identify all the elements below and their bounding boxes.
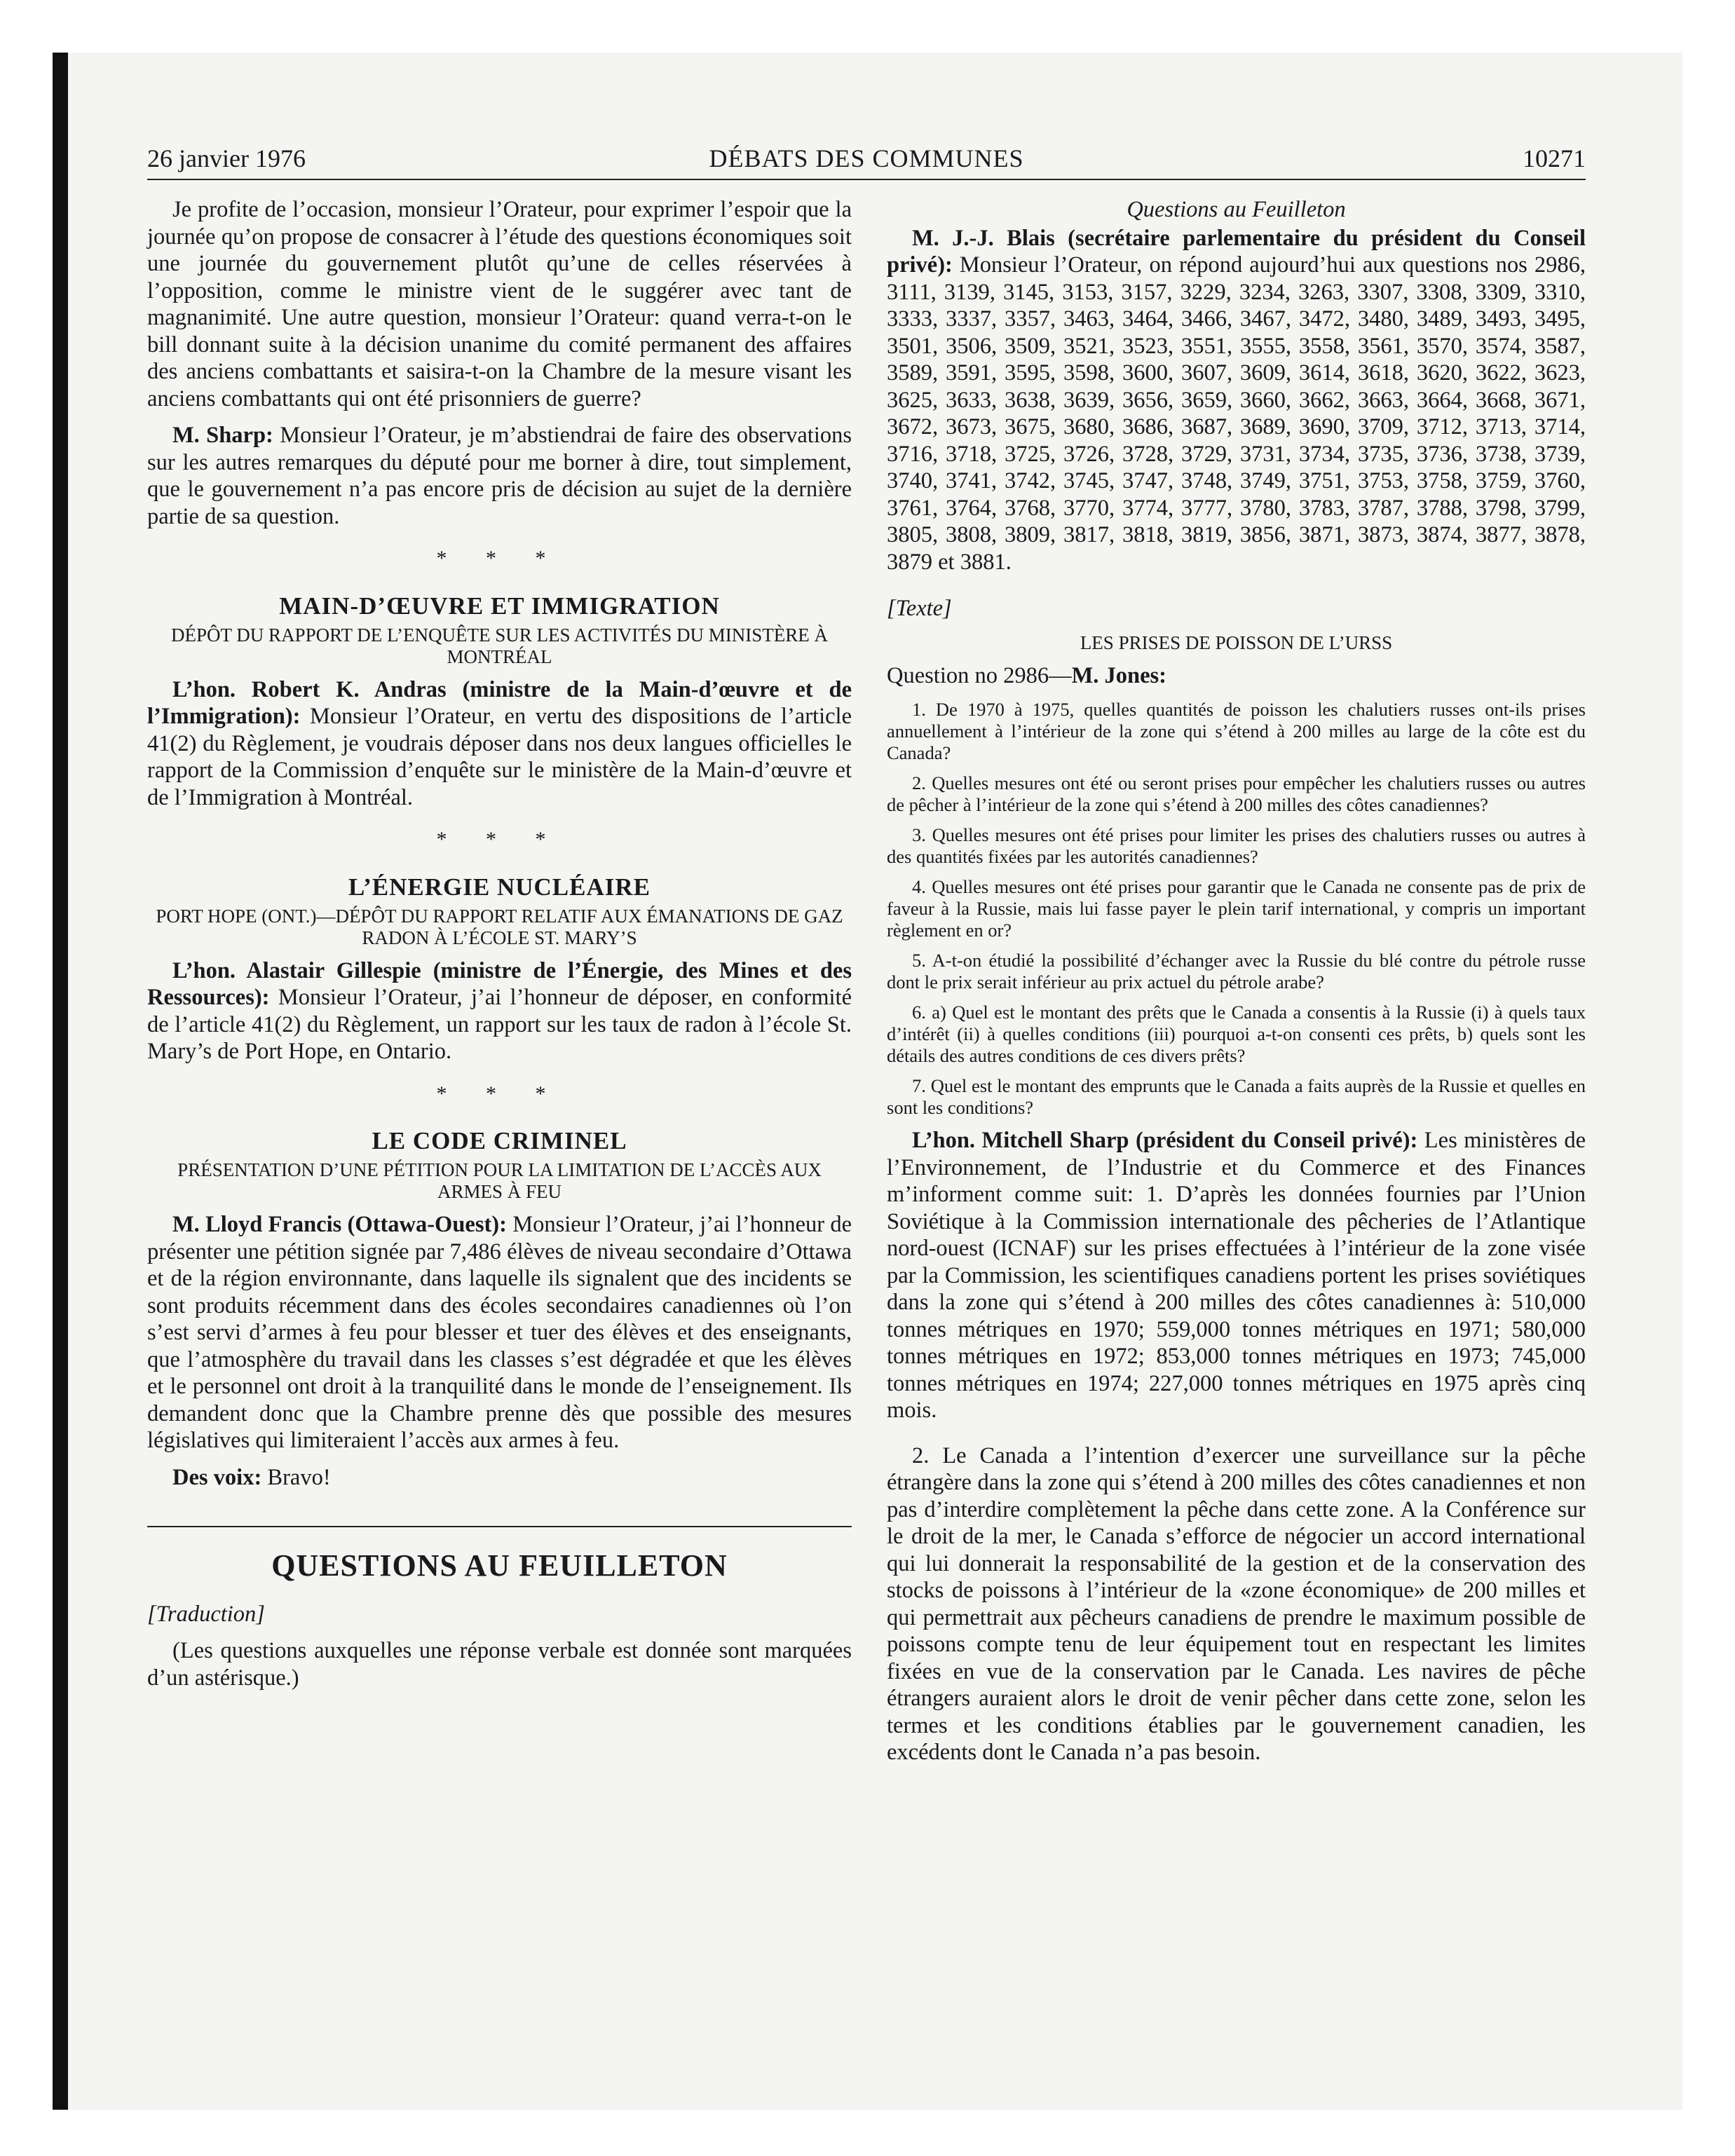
section-separator: * * *	[436, 828, 563, 851]
section-subtitle: PORT HOPE (ONT.)—DÉPÔT DU RAPPORT RELATIF AUX ÉMANATIONS DE GAZ RADON À L’ÉCOLE ST. MARY’S	[156, 905, 843, 948]
header-title: DÉBATS DES COMMUNES	[709, 144, 1024, 172]
section-title: MAIN-D’ŒUVRE ET IMMIGRATION	[279, 592, 720, 620]
speaker-name: Des voix:	[172, 1464, 262, 1490]
paragraph: (Les questions auxquelles une réponse verbale est donnée sont marquées d’un astérisque.)	[147, 1638, 852, 1691]
speech-text: Monsieur l’Orateur, je m’abstiendrai de faire des observations sur les autres remarques du député pour me borner à dire, tout simplement, que le gouvernement n’a pas encore pris de décision au sujet de la dernière partie de sa question.	[147, 423, 852, 529]
paragraph	[147, 422, 852, 530]
paragraph: 2. Le Canada a l’intention d’exercer une surveillance sur la pêche étrangère dans la zone qui s’étend à 200 milles des côtes canadiennes et non pas d’interdire complètement la pêche dans cette zone. A la Conférence sur le droit de la mer, le Canada s’efforce de négocier un accord international qui lui donnerait la responsabilité de la gestion et de la conservation des stocks de poissons à l’intérieur de la «zone économique» de 200 milles et qui permettrait aux pêcheurs canadiens de prendre le maximum possible de poissons compte tenu de leur équipement tout en respectant les limites fixées en vue de la conservation par le Canada. Les navires de pêche étrangers auraient alors le droit de venir pêcher dans cette zone, selon les termes et les conditions établies par le gouvernement canadien, les excédents dont le Canada n’a pas besoin.	[887, 1442, 1586, 1765]
question-item: 3. Quelles mesures ont été prises pour limiter les prises des chalutiers russes ou autres à des quantités fixées par les autorités canadiennes?	[887, 824, 1586, 867]
question-heading	[887, 662, 1586, 690]
translation-marker: [Traduction]	[147, 1601, 265, 1627]
section-subtitle: PRÉSENTATION D’UNE PÉTITION POUR LA LIMITATION DE L’ACCÈS AUX ARMES À FEU	[177, 1159, 822, 1202]
paragraph	[147, 1464, 852, 1492]
binding-edge	[53, 53, 68, 2110]
speaker-name: L’hon. Robert K. Andras (ministre de la Main-d’œuvre et de l’Immigration):	[147, 676, 852, 729]
running-head: Questions au Feuilleton	[1127, 197, 1346, 222]
page-header	[147, 144, 1586, 180]
section-subtitle: DÉPÔT DU RAPPORT DE L’ENQUÊTE SUR LES ACTIVITÉS DU MINISTÈRE À MONTRÉAL	[171, 624, 828, 667]
question-item: 2. Quelles mesures ont été ou seront prises pour empêcher les chalutiers russes ou autres de pêcher à l’intérieur de la zone qui s’étend à 200 milles des côtes canadiennes?	[887, 772, 1586, 815]
question-item: 7. Quel est le montant des emprunts que le Canada a faits auprès de la Russie et quelles en sont les conditions?	[887, 1075, 1586, 1118]
speech-text: Monsieur l’Orateur, on répond aujourd’hui aux questions nos 2986, 3111, 3139, 3145, 3153, 3157, 3229, 3234, 3263, 3307, 3308, 3309, 3310, 3333, 3337, 3357, 3463, 3464, 3466, 3467, 3472, 3480, 3489, 3493, 3495, 3501, 3506, 3509, 3521, 3523, 3551, 3555, 3558, 3561, 3570, 3574, 3587, 3589, 3591, 3595, 3598, 3600, 3607, 3609, 3614, 3618, 3620, 3622, 3623, 3625, 3633, 3638, 3639, 3656, 3659, 3660, 3662, 3663, 3664, 3668, 3671, 3672, 3673, 3675, 3680, 3686, 3687, 3689, 3690, 3709, 3712, 3713, 3714, 3716, 3718, 3725, 3726, 3728, 3729, 3731, 3734, 3735, 3736, 3738, 3739, 3740, 3741, 3742, 3745, 3747, 3748, 3749, 3751, 3753, 3758, 3759, 3760, 3761, 3764, 3768, 3770, 3774, 3777, 3780, 3783, 3787, 3788, 3798, 3799, 3805, 3808, 3809, 3817, 3818, 3819, 3856, 3871, 3873, 3874, 3877, 3878, 3879 et 3881.	[887, 252, 1586, 575]
left-column	[147, 196, 852, 1701]
header-date: 26 janvier 1976	[147, 144, 306, 172]
speech-text: Bravo!	[261, 1464, 331, 1490]
speaker-name: M. J.-J. Blais (secrétaire parlementaire du président du Conseil privé):	[887, 225, 1586, 278]
paragraph	[147, 676, 852, 812]
speech-text: Les ministères de l’Environnement, de l’Industrie et du Commerce et des Finances m’informent comme suit: 1. D’après les données fournies par l’Union Soviétique à la Commission internationale des pêcheries de l’Atlantique nord-ouest (ICNAF) sur les prises effectuées à l’intérieur de la zone visée par la Commission, les scientifiques canadiens portent les prises soviétiques dans la zone qui s’étend à 200 milles des côtes canadiennes à: 510,000 tonnes métriques en 1970; 559,000 tonnes métriques en 1971; 580,000 tonnes métriques en 1972; 853,000 tonnes métriques en 1973; 745,000 tonnes métriques en 1974; 227,000 tonnes métriques en 1975 après cinq mois.	[887, 1128, 1586, 1423]
speech-text: Monsieur l’Orateur, j’ai l’honneur de déposer, en conformité de l’article 41(2) du Règlement, un rapport sur les taux de radon à l’école St. Mary’s de Port Hope, en Ontario.	[147, 985, 852, 1064]
speech-text: Monsieur l’Orateur, j’ai l’honneur de présenter une pétition signée par 7,486 élèves de niveau secondaire d’Ottawa et de la région environnante, dans laquelle ils signalent que des incidents se sont produits récemment dans des écoles secondaires canadiennes où l’on s’est servi d’armes à feu pour blesser et tuer des élèves et des enseignants, que l’atmosphère du travail dans les classes s’est dégradée et que les élèves et le personnel ont droit à la tranquilité dans le monde de l’enseignement. Ils demandent donc que la Chambre prenne dès que possible des mesures législatives qui limiteraient l’accès aux armes à feu.	[147, 1212, 852, 1453]
question-item: 5. A-t-on étudié la possibilité d’échanger avec la Russie du blé contre du pétrole russe dont le prix serait inférieur au prix actuel du pétrole arabe?	[887, 950, 1586, 992]
question-item: 1. De 1970 à 1975, quelles quantités de poisson les chalutiers russes ont-ils prises annuellement à l’intérieur de la zone qui s’étend à 200 milles au large de la côte est du Canada?	[887, 699, 1586, 763]
major-section-title: QUESTIONS AU FEUILLETON	[271, 1548, 728, 1583]
divider-rule	[147, 1526, 852, 1527]
section-title: LE CODE CRIMINEL	[372, 1127, 627, 1154]
section-title: L’ÉNERGIE NUCLÉAIRE	[348, 873, 651, 901]
paragraph	[147, 957, 852, 1065]
paragraph	[887, 225, 1586, 576]
speaker-name: L’hon. Mitchell Sharp (président du Conseil privé):	[912, 1128, 1418, 1153]
text-marker: [Texte]	[887, 596, 952, 621]
speaker-name: M. Lloyd Francis (Ottawa-Ouest):	[172, 1212, 507, 1237]
question-label: Question no 2986—	[887, 662, 1072, 688]
section-separator: * * *	[436, 1082, 563, 1105]
question-item: 6. a) Quel est le montant des prêts que le Canada a consentis à la Russie (i) à quels taux d’intérêt (ii) à quelles conditions (iii) pourquoi a-t-on consenti ces prêts, b) quels sont les détails des autres conditions de ces divers prêts?	[887, 1002, 1586, 1066]
speech-text: Monsieur l’Orateur, en vertu des dispositions de l’article 41(2) du Règlement, je voudrais déposer dans nos deux langues officielles le rapport de la Commission d’enquête sur le ministère de la Main-d’œuvre et de l’Immigration à Montréal.	[147, 704, 852, 810]
speaker-name: L’hon. Alastair Gillespie (ministre de l’Énergie, des Mines et des Ressources):	[147, 957, 852, 1010]
header-page-number: 10271	[1523, 144, 1586, 172]
question-item: 4. Quelles mesures ont été prises pour garantir que le Canada ne consente pas de prix de faveur à la Russie, mais lui fasse payer le plein tarif international, y compris un important règlement en or?	[887, 876, 1586, 941]
right-column	[887, 196, 1586, 1776]
question-author: M. Jones:	[1071, 662, 1167, 688]
paragraph: Je profite de l’occasion, monsieur l’Orateur, pour exprimer l’espoir que la journée qu’on propose de consacrer à l’étude des questions économiques soit une journée du gouvernement plutôt qu’une de celles réservées à l’opposition, comme le ministre vient de le suggérer avec tant de magnanimité. Une autre question, monsieur l’Orateur: quand verra-t-on le bill donnant suite à la décision unanime du comité permanent des affaires des anciens combattants et saisira-t-on la Chambre de la mesure visant les anciens combattants qui ont été prisonniers de guerre?	[147, 197, 852, 411]
paragraph	[147, 1211, 852, 1454]
speaker-name: M. Sharp:	[172, 423, 273, 448]
question-title: LES PRISES DE POISSON DE L’URSS	[1080, 632, 1393, 653]
paragraph	[887, 1127, 1586, 1424]
section-separator: * * *	[436, 547, 563, 570]
